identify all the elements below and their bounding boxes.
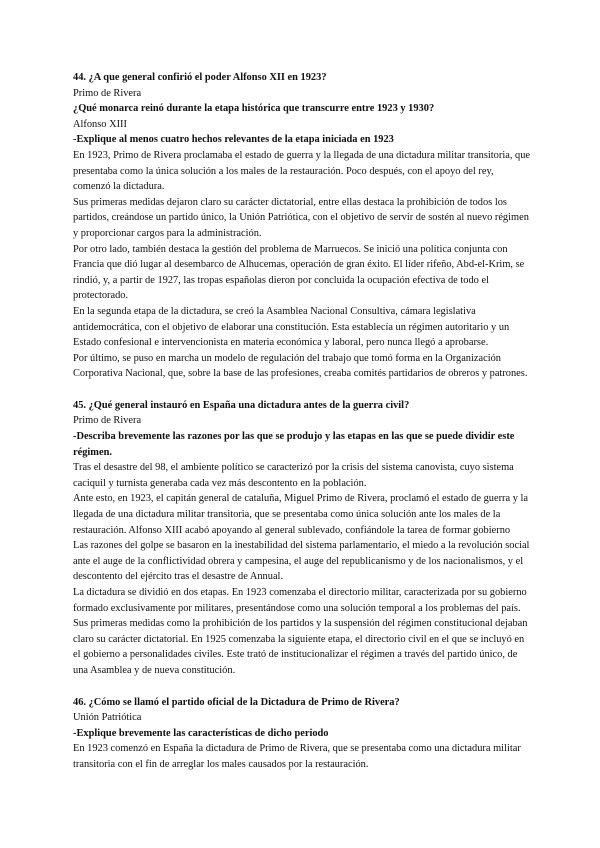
paragraph: Por otro lado, también destaca la gestión del problema de Marruecos. Se inició una política conjunta con Francia que dió lugar al desembarco de Alhucemas, operación de gran éxito. El líder rifeño, Abd-el-Krim, se rindió, y, a partir de 1927, las tropas españolas dieron por concluida la ocupación efectiva de todo el protectorado.	[73, 243, 525, 302]
question-44b-heading: ¿Qué monarca reinó durante la etapa histórica que transcurre entre 1923 y 1930?	[73, 103, 435, 115]
question-45b-heading: -Describa brevemente las razones por las que se produjo y las etapas en las que se puede dividir este régimen.	[73, 431, 515, 458]
paragraph: Las razones del golpe se basaron en la inestabilidad del sistema parlamentario, el miedo a la revolución social ante el auge de la conflictividad obrera y campesina, el auge del republicanismo y de los nacionalismos, y el descontento del ejército tras el desastre de Annual.	[73, 540, 530, 583]
answer-44: Primo de Rivera	[73, 87, 142, 99]
section-45	[73, 398, 533, 679]
paragraph: Tras el desastre del 98, el ambiente político se caracterizó por la crisis del sistema canovista, cuyo sistema caciquil y turnista generaba cada vez más descontento en la población.	[73, 462, 514, 489]
paragraph: Ante esto, en 1923, el capitán general de cataluña, Miguel Primo de Rivera, proclamó el estado de guerra y la llegada de una dictadura militar transitoria, que se presentaba como única solución ante los males de la restauración. Alfonso XIII acabó apoyando al general sublevado, confiándole la tarea de formar gobierno	[73, 493, 529, 536]
question-44c-heading: -Explique al menos cuatro hechos relevantes de la etapa iniciada en 1923	[73, 134, 394, 146]
section-44	[73, 70, 533, 382]
question-45-heading: 45. ¿Qué general instauró en España una dictadura antes de la guerra civil?	[73, 399, 410, 411]
paragraph: En 1923, Primo de Rivera proclamaba el estado de guerra y la llegada de una dictadura militar transitoria, que presentaba como la única solución a los males de la restauración. Poco después, con el apoyo del rey, comenzó la dictadura.	[73, 149, 531, 193]
question-46-heading: 46. ¿Cómo se llamó el partido oficial de la Dictadura de Primo de Rivera?	[73, 696, 400, 708]
question-46b-heading: -Explique brevemente las características de dicho periodo	[73, 727, 329, 739]
paragraph: La dictadura se dividió en dos etapas. En 1923 comenzaba el directorio militar, caracterizada por su gobierno formado exclusivamente por militares, presentándose como una solución temporal a los problemas del país. Sus primeras medidas como la prohibición de los partidos y la suspensión del régimen constitucional dejaban claro su carácter dictatorial. En 1925 comenzaba la siguiente etapa, el directorio civil en el que se incluyó en el gobierno a personalidades civiles. Este trató de institucionalizar el régimen a través del partido único, de una Asamblea y de nueva constitución.	[73, 587, 528, 676]
answer-44b: Alfonso XIII	[73, 118, 127, 130]
section-46	[73, 695, 533, 773]
document-page	[73, 70, 533, 789]
answer-46: Unión Patriótica	[73, 712, 142, 724]
paragraph: En 1923 comenzó en España la dictadura de Primo de Rivera, que se presentaba como una dictadura militar transitoria con el fin de arreglar los males causados por la restauración.	[73, 743, 521, 770]
answer-45: Primo de Rivera	[73, 415, 142, 427]
paragraph: Por último, se puso en marcha un modelo de regulación del trabajo que tomó forma en la Organización Corporativa Nacional, que, sobre la base de las profesiones, creaba comités partidarios de obreros y patrones.	[73, 352, 528, 380]
paragraph: En la segunda etapa de la dictadura, se creó la Asamblea Nacional Consultiva, cámara legislativa antidemocrática, con el objetivo de elaborar una constitución. Esta establecía un régimen autoritario y un Estado confesional e intervencionista en materia económica y laboral, pero nunca llegó a aprobarse.	[73, 305, 510, 349]
paragraph: Sus primeras medidas dejaron claro su carácter dictatorial, entre ellas destaca la prohibición de todos los partidos, creándose un partido único, la Unión Patriótica, con el objetivo de servir de sostén al nuevo régimen y proporcionar cargos para la administración.	[73, 196, 529, 239]
question-44-heading: 44. ¿A que general confirió el poder Alfonso XII en 1923?	[73, 72, 327, 83]
